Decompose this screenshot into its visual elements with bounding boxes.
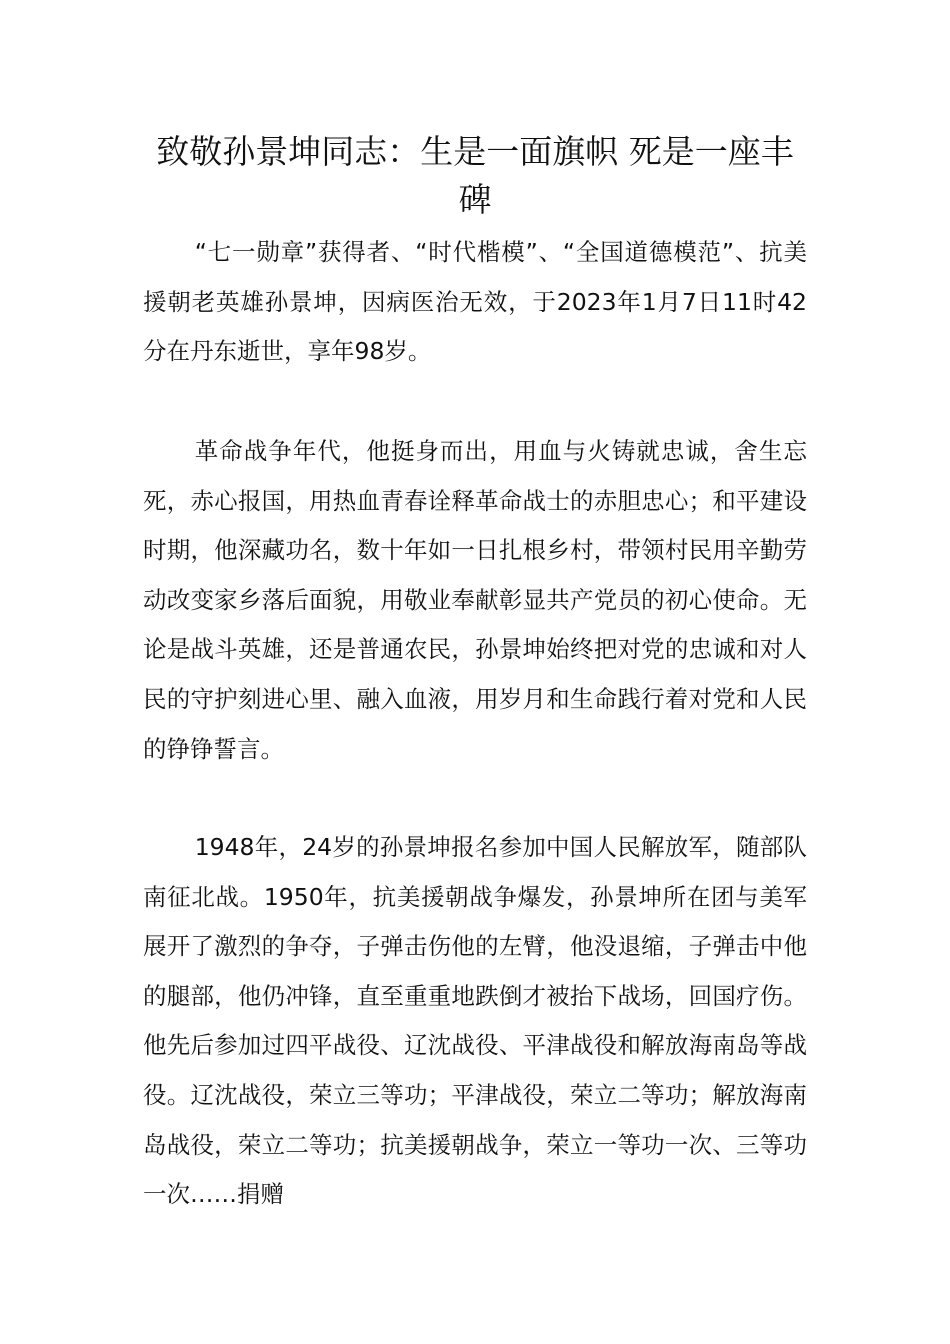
paragraph-1-container [143,228,807,377]
paragraph-2: 革命战争年代，他挺身而出，用血与火铸就忠诚，舍生忘死，赤心报国，用热血青春诠释革命战士的赤胆忠心；和平建设时期，他深藏功名，数十年如一日扎根乡村，带领村民用辛勤劳动改变家乡落后面貌，用敬业奉献彰显共产党员的初心使命。无论是战斗英雄，还是普通农民，孙景坤始终把对党的忠诚和对人民的守护刻进心里、融入血液，用岁月和生命践行着对党和人民的铮铮誓言。 [143,437,807,763]
paragraph-3-container [143,823,807,1220]
paragraph-2-container [143,427,807,774]
document-title: 致敬孙景坤同志：生是一面旗帜 死是一座丰碑 [156,132,794,219]
paragraph-1: “七一勋章”获得者、“时代楷模”、“全国道德模范”、抗美援朝老英雄孙景坤，因病医治无效，于2023年1月7日11时42分在丹东逝世，享年98岁。 [143,238,807,366]
paragraph-3: 1948年，24岁的孙景坤报名参加中国人民解放军，随部队南征北战。1950年，抗美援朝战争爆发，孙景坤所在团与美军展开了激烈的争夺，子弹击伤他的左臂，他没退缩，子弹击中他的腿部，他仍冲锋，直至重重地跌倒才被抬下战场，回国疗伤。他先后参加过四平战役、辽沈战役、平津战役和解放海南岛等战役。辽沈战役，荣立三等功；平津战役，荣立二等功；解放海南岛战役，荣立二等功；抗美援朝战争，荣立一等功一次、三等功一次……捐赠 [143,833,807,1209]
